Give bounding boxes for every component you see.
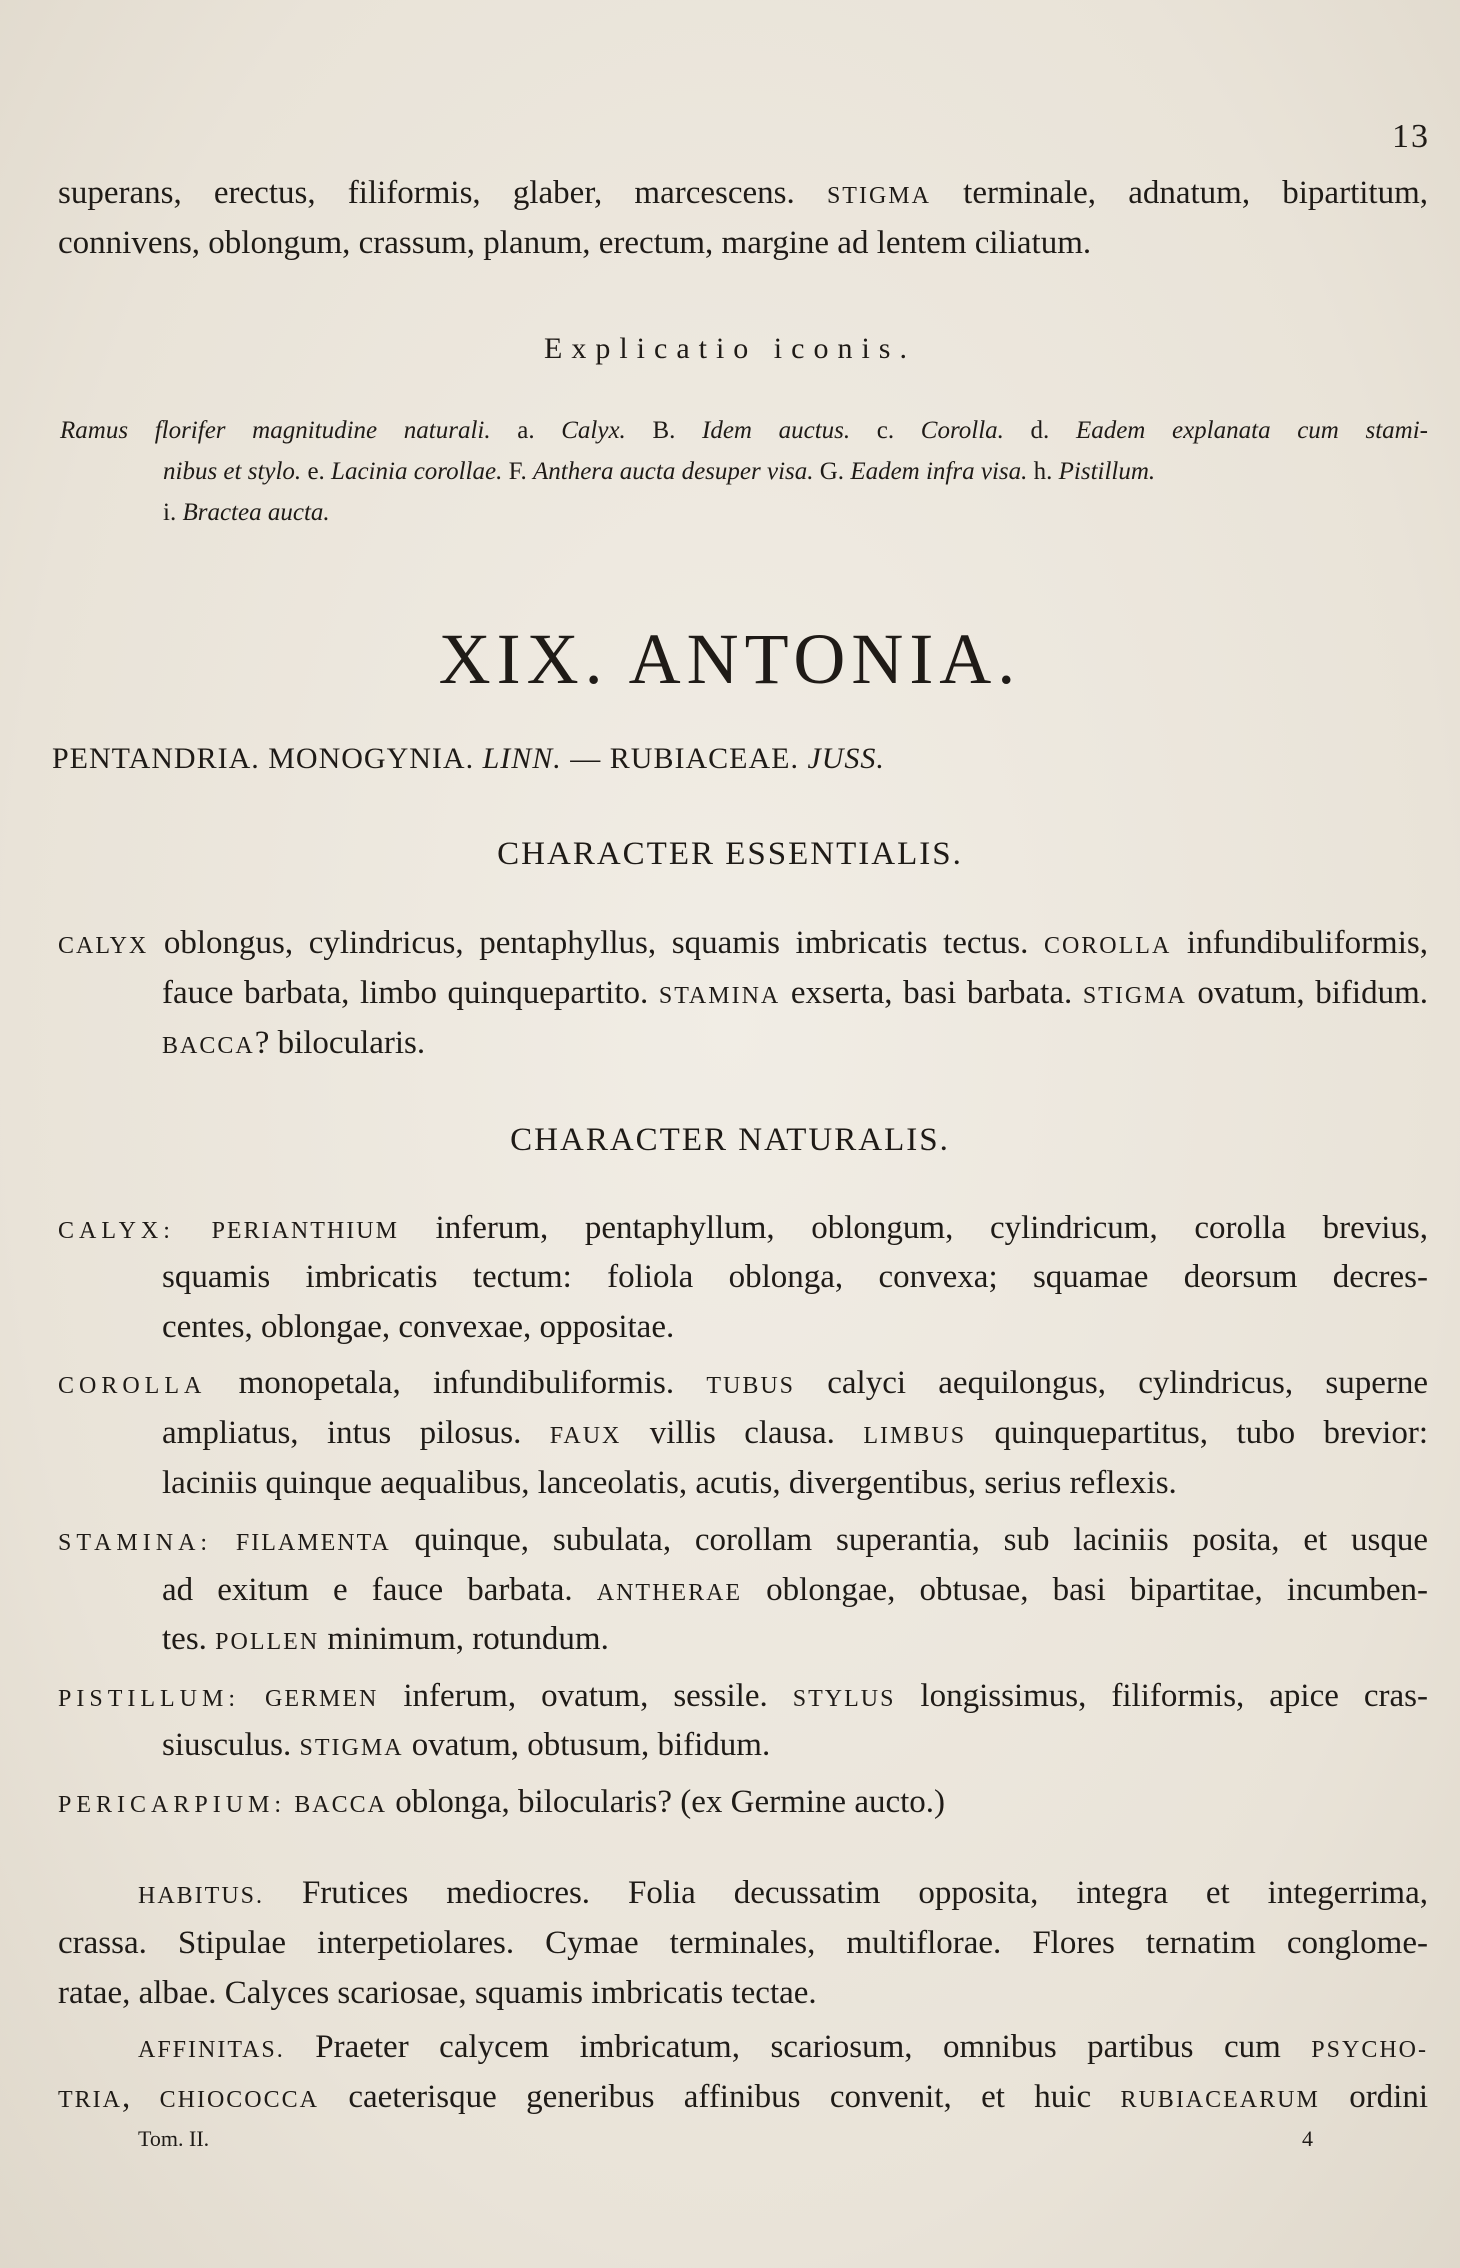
text-run: ovatum, bifidum.	[1186, 975, 1428, 1011]
text-run: inferum, pentaphyllum, oblongum, cylindricum, corolla brevius,	[398, 1210, 1428, 1246]
smallcaps-term: PSYCHO-	[1311, 2037, 1428, 2063]
page-number: 13	[1392, 118, 1430, 155]
character-naturalis-line	[58, 1408, 1428, 1461]
caption-text: Ramus florifer magnitudine naturali.	[60, 417, 491, 444]
caption-letter: B.	[625, 417, 703, 444]
character-naturalis-line	[58, 1565, 1428, 1618]
text-run: laciniis quinque aequalibus, lanceolatis, acutis, divergentibus, serius reflexis.	[162, 1465, 1177, 1501]
character-naturalis-line	[58, 1458, 1428, 1508]
smallcaps-term: POLLEN	[215, 1629, 320, 1655]
smallcaps-term: STIGMA	[826, 183, 931, 209]
text-run: minimum, rotundum.	[319, 1621, 609, 1657]
text-run: quinquepartitus, tubo brevior:	[966, 1415, 1429, 1451]
organ-heading: COROLLA	[58, 1373, 207, 1399]
character-naturalis-line	[58, 1252, 1428, 1302]
organ-heading: CALYX:	[58, 1218, 175, 1244]
character-naturalis-line	[58, 1515, 1428, 1568]
text-run: squamis imbricatis tectum: foliola oblonga, convexa; squamae deorsum decres-	[162, 1259, 1428, 1295]
caption-text: Calyx.	[561, 417, 626, 444]
caption-letter: G.	[813, 458, 851, 485]
text-run: monopetala, infundibuliformis.	[206, 1365, 707, 1401]
continuation-line-2: connivens, oblongum, crassum, planum, erectum, margine ad lentem ciliatum.	[58, 225, 1092, 261]
text-run	[240, 1678, 265, 1714]
character-naturalis-line	[58, 1671, 1428, 1724]
character-naturalis-line	[58, 1777, 1428, 1830]
text-run: quinque, subulata, corollam superantia, sub laciniis posita, et usque	[390, 1522, 1428, 1558]
linnaean-class: PENTANDRIA. MONOGYNIA.	[52, 742, 475, 775]
smallcaps-term: ANTHERAE	[596, 1580, 743, 1606]
text-run: Praeter calycem imbricatum, scariosum, omnibus partibus cum	[284, 2029, 1312, 2065]
smallcaps-term: BACCA	[294, 1792, 387, 1818]
caption-line-2	[60, 451, 1428, 492]
smallcaps-term: PERIANTHIUM	[211, 1218, 399, 1244]
text-run: fauce barbata, limbo quinquepartito.	[162, 975, 659, 1011]
text-run: centes, oblongae, convexae, oppositae.	[162, 1309, 675, 1345]
caption-letter: F.	[502, 458, 533, 485]
text-run: longissimus, filiformis, apice cras-	[895, 1678, 1429, 1714]
caption-letter: c.	[850, 417, 921, 444]
ess-line	[58, 968, 1428, 1021]
character-naturalis-heading: CHARACTER NATURALIS.	[510, 1122, 950, 1158]
caption-text: Corolla.	[920, 417, 1004, 444]
caption-text: Bractea aucta.	[182, 499, 330, 526]
smallcaps-term: TUBUS	[706, 1373, 796, 1399]
text-run: ovatum, obtusum, bifidum.	[403, 1727, 771, 1763]
smallcaps-term: STIGMA	[299, 1735, 404, 1761]
text-run: inferum, ovatum, sessile.	[378, 1678, 793, 1714]
classification-line	[52, 742, 885, 776]
caption-line-3	[60, 492, 1428, 533]
text-run	[175, 1210, 212, 1246]
genus-title: XIX. ANTONIA.	[438, 619, 1022, 699]
character-essentialis-heading: CHARACTER ESSENTIALIS.	[497, 836, 963, 872]
organ-heading: PISTILLUM:	[58, 1686, 240, 1712]
text-run: crassa. Stipulae interpetiolares. Cymae terminales, multiflorae. Flores ternatim conglome-	[58, 1925, 1428, 1961]
ess-line	[58, 1018, 1428, 1071]
organ-heading: STAMINA:	[58, 1530, 213, 1556]
caption-letter: d.	[1003, 417, 1076, 444]
smallcaps-term: GERMEN	[265, 1686, 379, 1712]
smallcaps-term: HABITUS.	[138, 1883, 265, 1909]
smallcaps-term: STIGMA	[1082, 983, 1187, 1009]
smallcaps-term: AFFINITAS.	[138, 2037, 285, 2063]
text-run: ? bilocularis.	[254, 1025, 426, 1061]
text-run: ,	[122, 2079, 160, 2115]
character-naturalis-line	[58, 1358, 1428, 1411]
text-run: terminale, adnatum, bipartitum,	[963, 175, 1428, 211]
authority-juss: JUSS.	[807, 742, 885, 775]
caption-letter: a.	[490, 417, 562, 444]
text-run: calyci aequilongus, cylindricus, superne	[795, 1365, 1428, 1401]
character-naturalis-line	[58, 1302, 1428, 1352]
caption-text: Anthera aucta desuper visa.	[532, 458, 814, 485]
caption-letter: e.	[301, 458, 332, 485]
caption-text: Idem auctus.	[702, 417, 851, 444]
caption-text: Lacinia corollae.	[331, 458, 503, 485]
organ-heading: PERICARPIUM:	[58, 1792, 287, 1818]
caption-text: Eadem infra visa.	[850, 458, 1028, 485]
text-run: oblongus, cylindricus, pentaphyllus, squamis imbricatis tectus.	[148, 925, 1044, 961]
text-run: ratae, albae. Calyces scariosae, squamis imbricatis tectae.	[58, 1975, 817, 2011]
figure-caption	[60, 410, 1428, 533]
continuation-line-1	[58, 168, 1428, 221]
character-naturalis-line	[58, 1720, 1428, 1773]
character-naturalis-line	[58, 1203, 1428, 1256]
hab-line	[58, 1918, 1428, 1968]
family-name: RUBIACEAE.	[609, 742, 799, 775]
smallcaps-term: RUBIACEARUM	[1120, 2087, 1320, 2113]
caption-text: Pistillum.	[1058, 458, 1156, 485]
caption-letter: h.	[1027, 458, 1059, 485]
text-run: Frutices mediocres. Folia decussatim opposita, integra et integerrima,	[264, 1875, 1428, 1911]
smallcaps-term: STYLUS	[792, 1686, 896, 1712]
aff-line	[58, 2072, 1428, 2125]
text-run: caeterisque generibus affinibus convenit, et huic	[318, 2079, 1121, 2115]
smallcaps-term: FILAMENTA	[235, 1530, 391, 1556]
aff-line	[58, 2022, 1428, 2075]
smallcaps-term: COROLLA	[1043, 933, 1172, 959]
smallcaps-term: CALYX	[58, 933, 149, 959]
text-run: villis clausa.	[621, 1415, 864, 1451]
volume-mark: Tom. II.	[138, 2126, 210, 2151]
hab-line	[58, 1968, 1428, 2018]
explicatio-heading: Explicatio iconis.	[544, 332, 916, 365]
separator-dash: —	[561, 742, 610, 775]
smallcaps-term: STAMINA	[658, 983, 781, 1009]
text-run: tes.	[162, 1621, 216, 1657]
signature-mark: 4	[1302, 2126, 1313, 2151]
caption-text: nibus et stylo.	[163, 458, 302, 485]
smallcaps-term: CHIOCOCCA	[159, 2087, 319, 2113]
text-run	[212, 1522, 236, 1558]
caption-letter: i.	[163, 499, 183, 526]
text-run: siusculus.	[162, 1727, 300, 1763]
text-run: exserta, basi barbata.	[780, 975, 1083, 1011]
text-run: superans, erectus, filiformis, glaber, marcescens.	[58, 175, 795, 211]
text-run: ad exitum e fauce barbata.	[162, 1572, 597, 1608]
text-run: oblongae, obtusae, basi bipartitae, incumben-	[742, 1572, 1428, 1608]
text-run: ampliatus, intus pilosus.	[162, 1415, 550, 1451]
text-run: oblonga, bilocularis? (ex Germine aucto.)	[386, 1784, 946, 1820]
caption-line-1	[60, 410, 1428, 451]
caption-text: Eadem explanata cum stami-	[1075, 417, 1428, 444]
hab-line	[58, 1868, 1428, 1921]
smallcaps-term: FAUX	[549, 1423, 622, 1449]
authority-linn: LINN.	[482, 742, 562, 775]
character-naturalis-line	[58, 1614, 1428, 1667]
text-run: infundibuliformis,	[1171, 925, 1428, 961]
ess-line	[58, 918, 1428, 971]
text-run: ordini	[1319, 2079, 1429, 2115]
smallcaps-term: BACCA	[162, 1033, 255, 1059]
smallcaps-term: LIMBUS	[863, 1423, 967, 1449]
smallcaps-term: TRIA	[58, 2087, 122, 2113]
